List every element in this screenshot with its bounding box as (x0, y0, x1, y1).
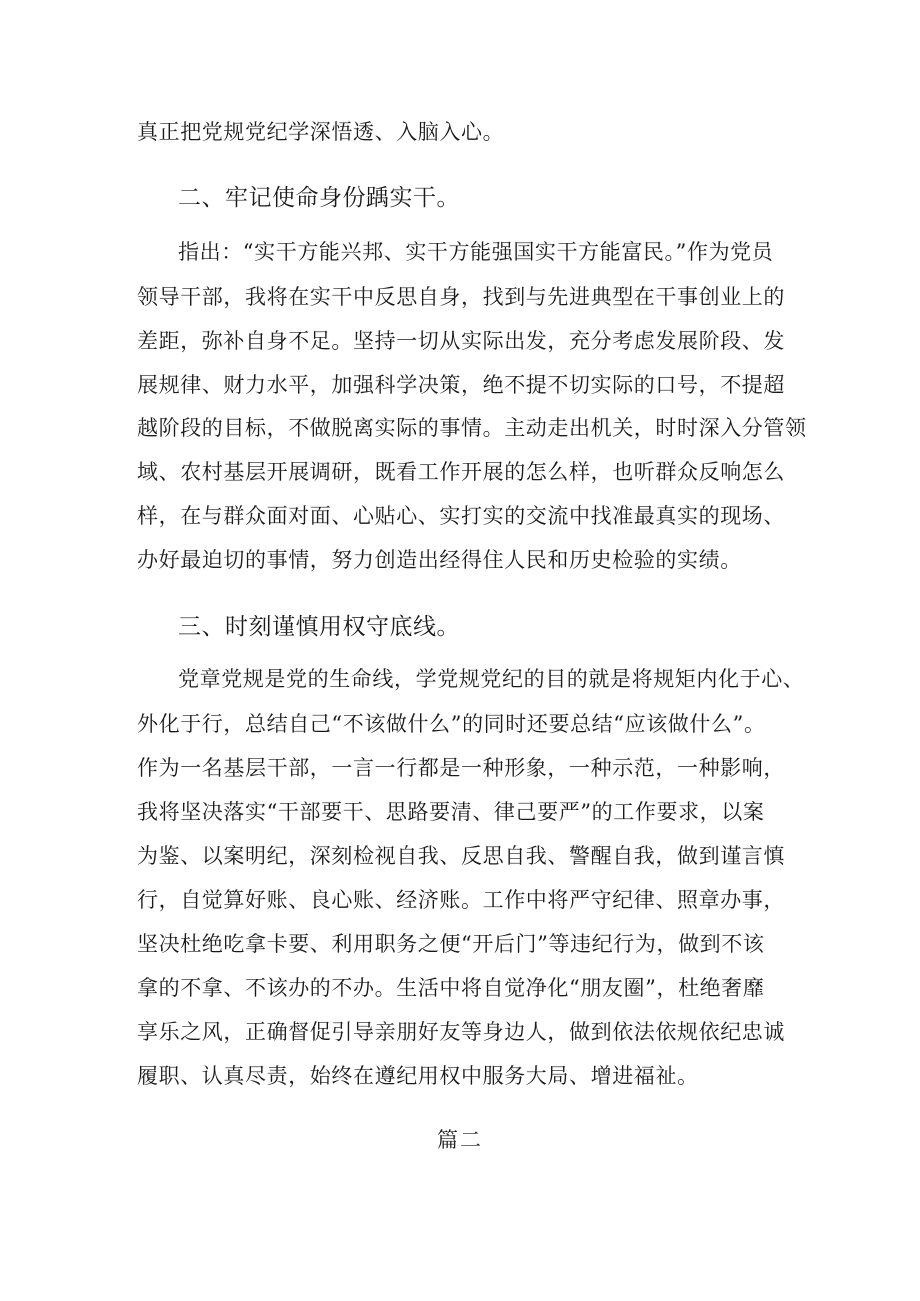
paragraph-line: 享乐之风，正确督促引导亲朋好友等身边人，做到依法依规依纪忠诚 (137, 1020, 785, 1044)
paragraph-line: 外化于行，总结自己“不该做什么”的同时还要总结“应该做什么”。 (137, 712, 766, 736)
paragraph-line: 党章党规是党的生命线，学党规党纪的目的就是将规矩内化于心、 (178, 667, 805, 691)
paragraph-line: 领导干部，我将在实干中反思自身，找到与先进典型在干事创业上的 (137, 285, 785, 309)
paragraph-line: 真正把党规党纪学深悟透、入脑入心。 (137, 120, 505, 144)
part-title: 篇二 (437, 1128, 483, 1152)
paragraph-line: 展规律、财力水平，加强科学决策，绝不提不切实际的口号，不提超 (137, 373, 785, 397)
paragraph-line: 办好最迫切的事情，努力创造出经得住人民和历史检验的实绩。 (137, 548, 742, 572)
paragraph-line: 履职、认真尽责，始终在遵纪用权中服务大局、增进福祉。 (137, 1064, 699, 1088)
paragraph-line: 样，在与群众面对面、心贴心、实打实的交流中找准最真实的现场、 (137, 504, 785, 528)
paragraph-line: 越阶段的目标，不做脱离实际的事情。主动走出机关，时时深入分管领 (137, 416, 807, 440)
paragraph-line: 我将坚决落实“干部要干、思路要清、律己要严”的工作要求，以案 (137, 800, 765, 824)
paragraph-line: 指出：“实干方能兴邦、实干方能强国实干方能富民。”作为党员 (178, 240, 774, 264)
paragraph-line: 域、农村基层开展调研，既看工作开展的怎么样，也听群众反响怎么 (137, 460, 785, 484)
paragraph-line: 为鉴、以案明纪，深刻检视自我、反思自我、警醒自我，做到谨言慎 (137, 844, 785, 868)
paragraph-line: 拿的不拿、不该办的不办。生活中将自觉净化“朋友圈”，杜绝奢靡 (137, 976, 765, 1000)
paragraph-line: 差距，弥补自身不足。坚持一切从实际出发，充分考虑发展阶段、发 (137, 329, 785, 353)
paragraph-line: 行，自觉算好账、良心账、经济账。工作中将严守纪律、照章办事， (137, 888, 785, 912)
section-heading: 三、时刻谨慎用权守底线。 (178, 614, 460, 640)
paragraph-line: 作为一名基层干部，一言一行都是一种形象，一种示范，一种影响， (137, 756, 785, 780)
section-heading: 二、牢记使命身份踽实干。 (178, 185, 460, 211)
paragraph-line: 坚决杜绝吃拿卡要、利用职务之便“开后门”等违纪行为，做到不该 (137, 932, 765, 956)
